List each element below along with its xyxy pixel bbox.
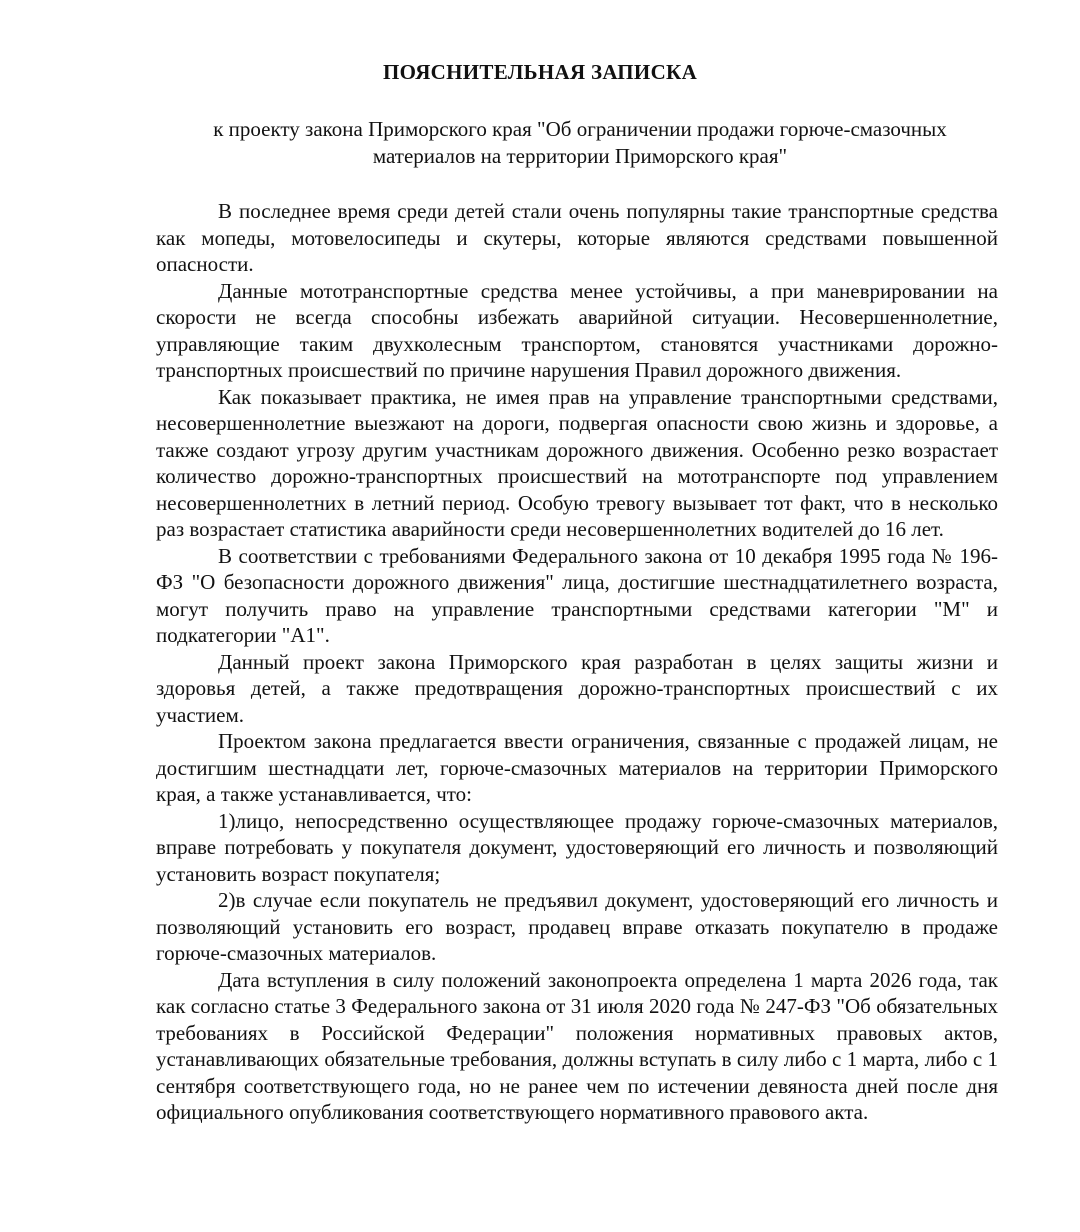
list-item-2: 2)в случае если покупатель не предъявил документ, удостоверяющий его личность и позволяющий установить его возраст, продавец вправе отказать покупателю в продаже горюче-смазочных материалов. bbox=[156, 888, 998, 965]
document-subtitle bbox=[160, 116, 1000, 170]
paragraph-6: Проектом закона предлагается ввести ограничения, связанные с продажей лицам, не достигшим шестнадцати лет, горюче-смазочных материалов на территории Приморского края, а также устанавливается, что: bbox=[156, 729, 998, 806]
document-title: ПОЯСНИТЕЛЬНАЯ ЗАПИСКА bbox=[382, 60, 698, 84]
document-body bbox=[156, 198, 998, 1126]
paragraph-1: В последнее время среди детей стали очень популярны такие транспортные средства как мопеды, мотовелосипеды и скутеры, которые являются средствами повышенной опасности. bbox=[156, 199, 998, 276]
paragraph-4: В соответствии с требованиями Федерального закона от 10 декабря 1995 года № 196-ФЗ "О безопасности дорожного движения" лица, достигшие шестнадцатилетнего возраста, могут получить право на управление транспортными средствами категории "М" и подкатегории "А1". bbox=[156, 543, 998, 647]
subtitle-line-1: к проекту закона Приморского края "Об ограничении продажи горюче-смазочных bbox=[213, 117, 947, 141]
list-item-1: 1)лицо, непосредственно осуществляющее продажу горюче-смазочных материалов, вправе потребовать у покупателя документ, удостоверяющий его личность и позволяющий установить возраст покупателя; bbox=[156, 808, 998, 886]
subtitle-line-2: материалов на территории Приморского края" bbox=[372, 144, 788, 168]
paragraph-2: Данные мототранспортные средства менее устойчивы, а при маневрировании на скорости не всегда способны избежать аварийной ситуации. Несовершеннолетние, управляющие таким двухколесным транспортом, становятся участниками дорожно-транспортных происшествий по причине нарушения Правил дорожного движения. bbox=[156, 278, 998, 382]
paragraph-5: Данный проект закона Приморского края разработан в целях защиты жизни и здоровья детей, а также предотвращения дорожно-транспортных происшествий с их участием. bbox=[156, 649, 998, 727]
paragraph-effective-date: Дата вступления в силу положений законопроекта определена 1 марта 2026 года, так как согласно статье 3 Федерального закона от 31 июля 2020 года № 247-ФЗ "Об обязательных требованиях в Российской Федерации" положения нормативных правовых актов, устанавливающих обязательные требования, должны вступать в силу либо с 1 марта, либо с 1 сентября соответствующего года, но не ранее чем по истечении девяноста дней после дня официального опубликования соответствующего нормативного правового акта. bbox=[156, 967, 998, 1124]
paragraph-3: Как показывает практика, не имея прав на управление транспортными средствами, несовершеннолетние выезжают на дороги, подвергая опасности свою жизнь и здоровье, а также создают угрозу другим участникам дорожного движения. Особенно резко возрастает количество дорожно-транспортных происшествий на мототранспорте под управлением несовершеннолетних в летний период. Особую тревогу вызывает тот факт, что в несколько раз возрастает статистика аварийности среди несовершеннолетних водителей до 16 лет. bbox=[156, 384, 998, 541]
